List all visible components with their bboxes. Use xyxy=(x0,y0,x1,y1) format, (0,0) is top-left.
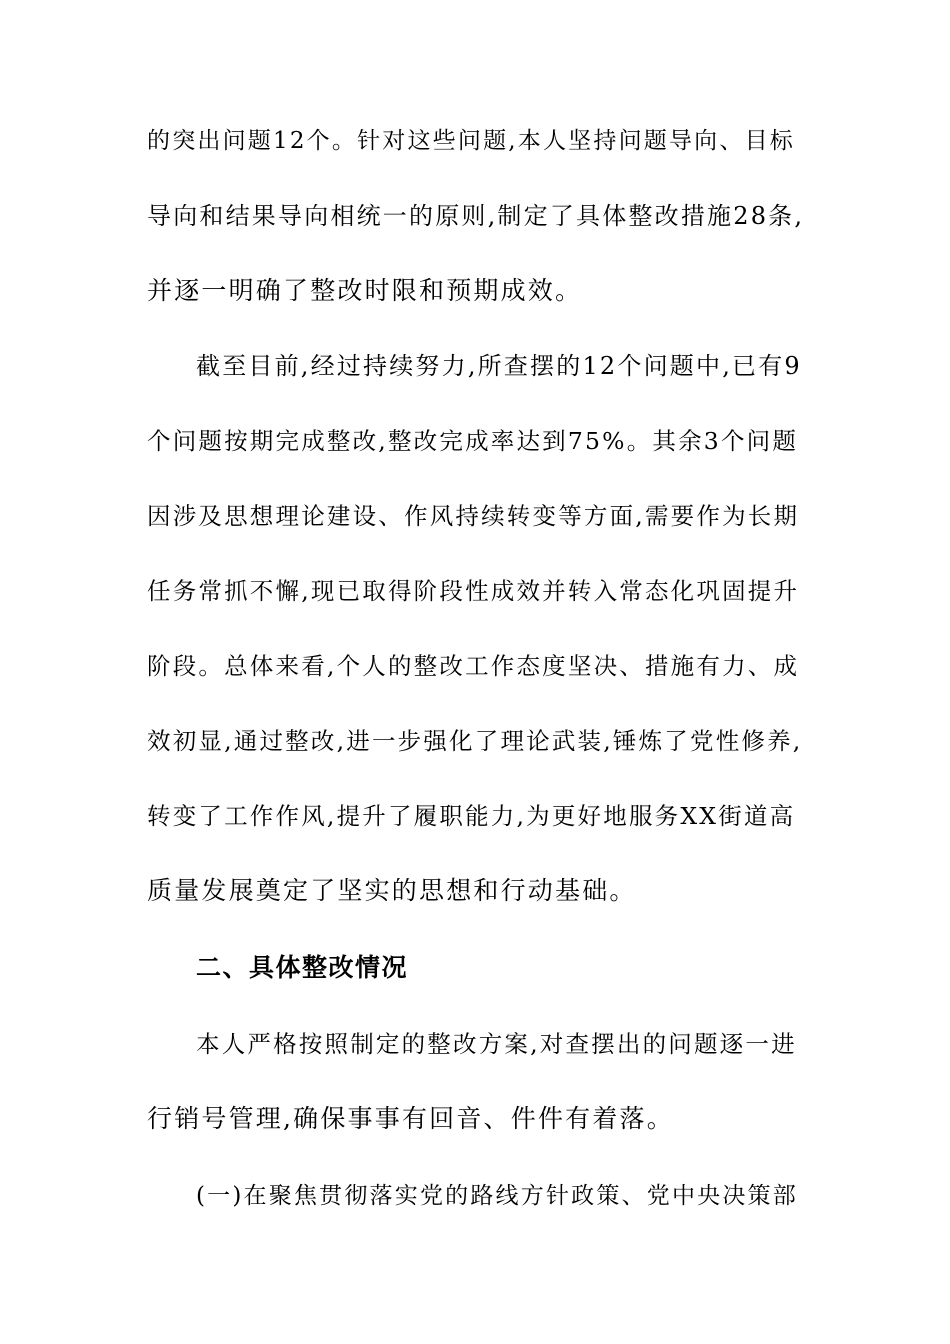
paragraph-line xyxy=(0,196,950,236)
paragraph-line xyxy=(0,1099,950,1139)
text-line: 导向和结果导向相统一的原则,制定了具体整改措施28条, xyxy=(147,202,805,230)
text-line: 的突出问题12个。针对这些问题,本人坚持问题导向、目标 xyxy=(147,128,795,154)
text-line: 截至目前,经过持续努力,所查摆的12个问题中,已有9 xyxy=(196,352,802,380)
paragraph-line xyxy=(0,121,950,161)
text-line: 本人严格按照制定的整改方案,对查摆出的问题逐一进 xyxy=(196,1030,797,1058)
text-line: 并逐一明确了整改时限和预期成效。 xyxy=(147,276,583,305)
text-line: 个问题按期完成整改,整改完成率达到75%。其余3个问题 xyxy=(147,427,799,455)
text-line: 阶段。总体来看,个人的整改工作态度坚决、措施有力、成 xyxy=(147,652,800,680)
text-line: 效初显,通过整改,进一步强化了理论武装,锤炼了党性修养, xyxy=(147,727,803,755)
paragraph-line xyxy=(0,571,950,611)
text-line: 转变了工作作风,提升了履职能力,为更好地服务XX街道高 xyxy=(147,802,796,830)
paragraph-line xyxy=(0,871,950,911)
paragraph-line xyxy=(0,346,950,386)
paragraph-line xyxy=(0,496,950,536)
paragraph-line xyxy=(0,271,950,311)
paragraph-line xyxy=(0,796,950,836)
text-line: (一)在聚焦贯彻落实党的路线方针政策、党中央决策部 xyxy=(196,1183,798,1209)
text-line: 任务常抓不懈,现已取得阶段性成效并转入常态化巩固提升 xyxy=(147,577,800,605)
text-line: 质量发展奠定了坚实的思想和行动基础。 xyxy=(147,876,637,905)
section-heading-line xyxy=(0,948,950,988)
paragraph-line xyxy=(0,1176,950,1216)
text-line: 因涉及思想理论建设、作风持续转变等方面,需要作为长期 xyxy=(147,502,800,530)
paragraph-line xyxy=(0,421,950,461)
section-heading: 二、具体整改情况 xyxy=(196,953,409,982)
paragraph-line xyxy=(0,1024,950,1064)
paragraph-line xyxy=(0,721,950,761)
paragraph-line xyxy=(0,646,950,686)
text-line: 行销号管理,确保事事有回音、件件有着落。 xyxy=(147,1104,674,1133)
